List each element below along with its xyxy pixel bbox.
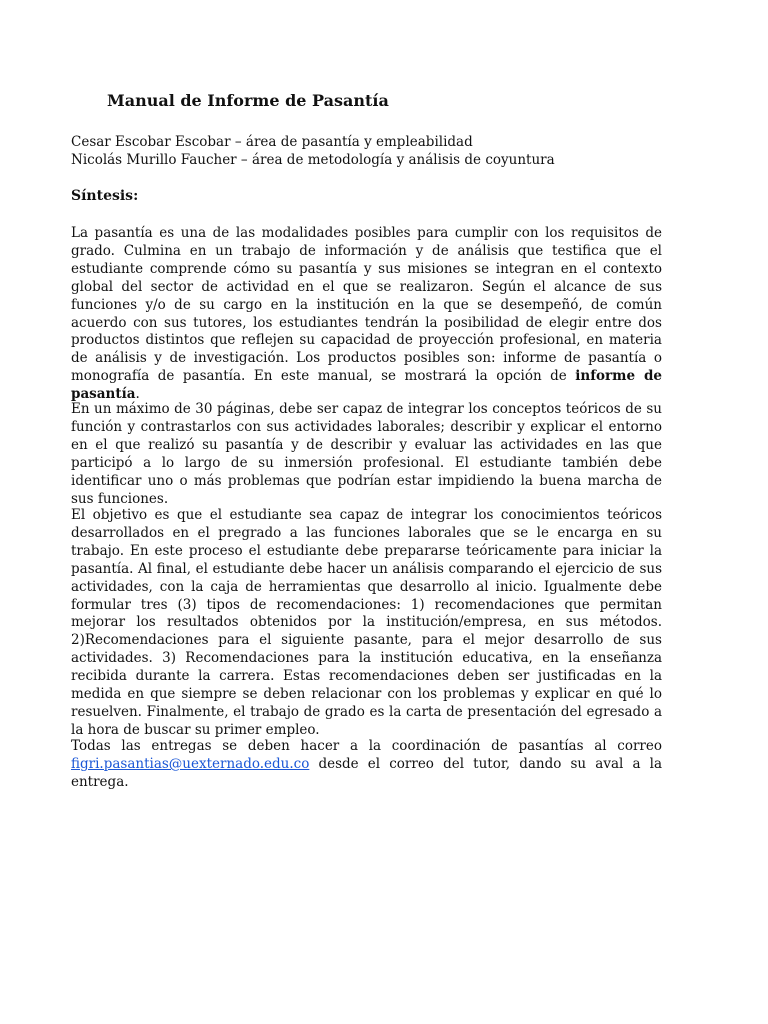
paragraph-objective: El objetivo es que el estudiante sea capaz de integrar los conocimientos teóricos desarrollados en el pregrado a las funciones laborales que se le encarga en su trabajo. En este proceso el estudiante debe prepararse teóricamente para iniciar la pasantía. Al final, el estudiante debe hacer un análisis comparando el ejercicio de sus actividades, con la caja de herramientas que desarrollo al inicio. Igualmente debe formular tres (3) tipos de recomendaciones: 1) recomendaciones que permitan mejorar los resultados obtenidos por la institución/empresa, en sus métodos. 2)Recomendaciones para el siguiente pasante, para el mejor desarrollo de sus actividades. 3) Recomendaciones para la institución educativa, en la enseñanza recibida durante la carrera. Estas recomendaciones deben ser justificadas en la medida en que siempre se deben relacionar con los problemas y explicar en qué lo resuelven. Finalmente, el trabajo de grado es la carta de presentación del egresado a la hora de buscar su primer empleo. (71, 507, 662, 738)
paragraph-submission (71, 738, 662, 792)
author-list (71, 133, 662, 169)
paragraph-requirements: En un máximo de 30 páginas, debe ser capaz de integrar los conceptos teóricos de su función y contrastarlos con sus actividades laborales; describir y explicar el entorno en el que realizó su pasantía y de describir y evaluar las actividades en las que participó a lo largo de su inmersión profesional. El estudiante también debe identificar uno o más problemas que podrían estar impidiendo la buena marcha de sus funciones. (71, 401, 662, 507)
paragraph-submission-end: desde el correo del tutor, dando su aval a la entrega. (71, 755, 662, 790)
section-heading-sintesis: Síntesis: (71, 188, 139, 204)
email-link[interactable]: figri.pasantias@uexternado.edu.co (71, 755, 310, 772)
paragraph-intro-end: . (135, 386, 140, 403)
paragraph-submission-text: Todas las entregas se deben hacer a la coordinación de pasantías al correo (71, 738, 662, 754)
document-title: Manual de Informe de Pasantía (107, 91, 389, 110)
paragraph-intro (71, 225, 662, 404)
emphasis-informe-de-pasantia: informe de pasantía (71, 368, 662, 403)
paragraph-intro-text: La pasantía es una de las modalidades posibles para cumplir con los requisitos de grado. Culmina en un trabajo de información y de análisis que testifica que el estudiante comprende cómo su pasantía y sus misiones se integran en el contexto global del sector de actividad en el que se realizaron. Según el alcance de sus funciones y/o de su cargo en la institución en la que se desempeñó, de común acuerdo con sus tutores, los estudiantes tendrán la posibilidad de elegir entre dos productos distintos que reflejen su capacidad de proyección profesional, en materia de análisis y de investigación. Los productos posibles son: informe de pasantía o monografía de pasantía. En este manual, se mostrará la opción de (71, 225, 662, 385)
author-line: Nicolás Murillo Faucher – área de metodología y análisis de coyuntura (71, 152, 555, 168)
author-line: Cesar Escobar Escobar – área de pasantía y empleabilidad (71, 134, 473, 150)
